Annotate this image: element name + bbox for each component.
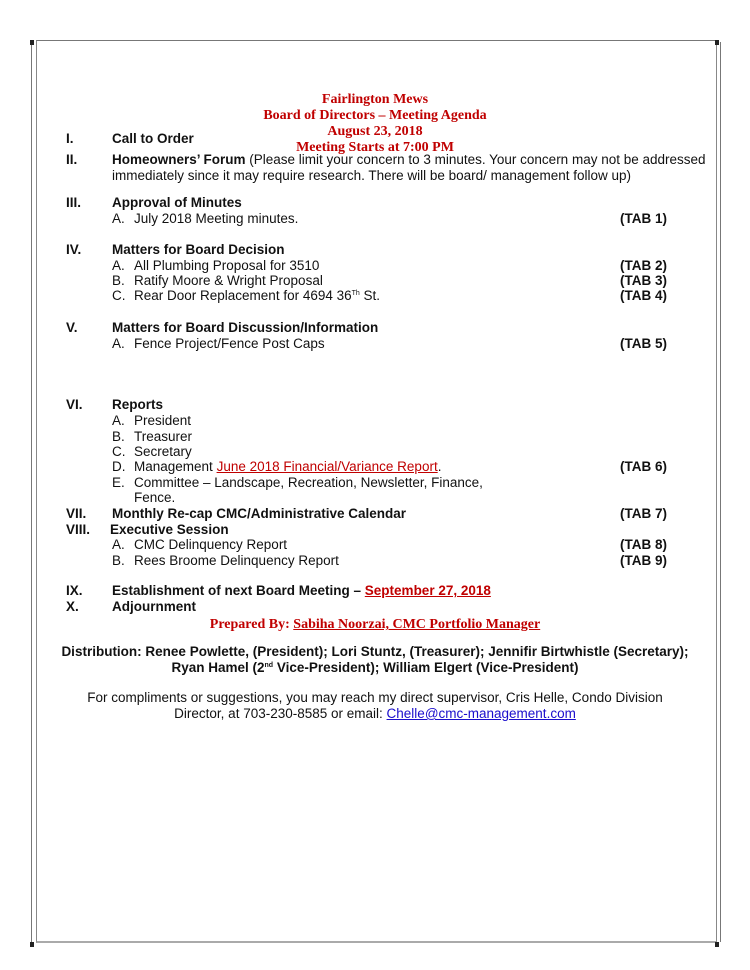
org-name: Fairlington Mews — [321, 92, 429, 107]
tab-reference: (TAB 7) — [620, 506, 667, 521]
page-border-left — [31, 42, 32, 942]
meeting-start: Meeting Starts at 7:00 PM — [296, 140, 454, 155]
item-title: Establishment of next Board Meeting – — [112, 583, 365, 598]
tab-reference: (TAB 8) — [620, 537, 667, 552]
prepared-by — [0, 617, 750, 633]
item-number: VII. — [66, 506, 87, 521]
item-title: Approval of Minutes — [112, 195, 242, 210]
item-number: VIII. — [66, 522, 91, 537]
item-number: I. — [66, 131, 74, 146]
item-title: Matters for Board Decision — [112, 242, 285, 257]
corner-mark — [715, 942, 719, 947]
tab-reference: (TAB 4) — [620, 288, 667, 303]
page-border-right — [720, 42, 721, 942]
item-title: Reports — [112, 397, 164, 412]
item-note: (Please limit your concern to 3 minutes. Your concern may not be addressed immediately since it may require research. There will be board/ management follow up) — [112, 152, 706, 183]
contact-info: For compliments or suggestions, you may reach my direct supervisor, Cris Helle, Condo Division Director, at 703-230-8585 or email: Chelle@cmc-management.com — [87, 690, 663, 721]
item-title: Homeowners’ Forum — [112, 152, 246, 167]
item-number: X. — [66, 599, 79, 614]
tab-reference: (TAB 1) — [620, 211, 667, 226]
meeting-date: August 23, 2018 — [327, 124, 423, 139]
tab-reference: (TAB 3) — [620, 273, 667, 288]
distribution-list: Distribution: Renee Powlette, (President); Lori Stuntz, (Treasurer); Jennifir Birtwhistle (Secretary); Ryan Hamel (2nd Vice-President); William Elgert (Vice-President) — [61, 644, 689, 675]
next-meeting-date: September 27, 2018 — [364, 583, 491, 598]
item-title: Call to Order — [112, 131, 194, 146]
tab-reference: (TAB 5) — [620, 336, 667, 351]
financial-report-link[interactable]: June 2018 Financial/Variance Report — [216, 459, 438, 474]
item-title: Executive Session — [110, 522, 229, 537]
item-title: Matters for Board Discussion/Information — [112, 320, 379, 335]
tab-reference: (TAB 9) — [620, 553, 667, 568]
page-title: Board of Directors – Meeting Agenda — [263, 108, 487, 123]
corner-mark — [30, 942, 34, 947]
item-number: VI. — [66, 397, 83, 412]
item-number: V. — [66, 320, 78, 335]
tab-reference: (TAB 6) — [620, 459, 667, 474]
corner-mark — [715, 40, 719, 45]
prepared-label: Prepared By: — [209, 617, 294, 632]
email-link[interactable]: Chelle@cmc-management.com — [386, 706, 576, 721]
item-number: II. — [66, 152, 78, 167]
item-number: IX. — [66, 583, 83, 598]
corner-mark — [30, 40, 34, 45]
item-title: Adjournment — [112, 599, 196, 614]
item-number: IV. — [66, 242, 82, 257]
item-title: Monthly Re-cap CMC/Administrative Calendar — [112, 506, 407, 521]
item-number: III. — [66, 195, 82, 210]
preparer-name: Sabiha Noorzai, CMC Portfolio Manager — [293, 617, 541, 632]
tab-reference: (TAB 2) — [620, 258, 667, 273]
